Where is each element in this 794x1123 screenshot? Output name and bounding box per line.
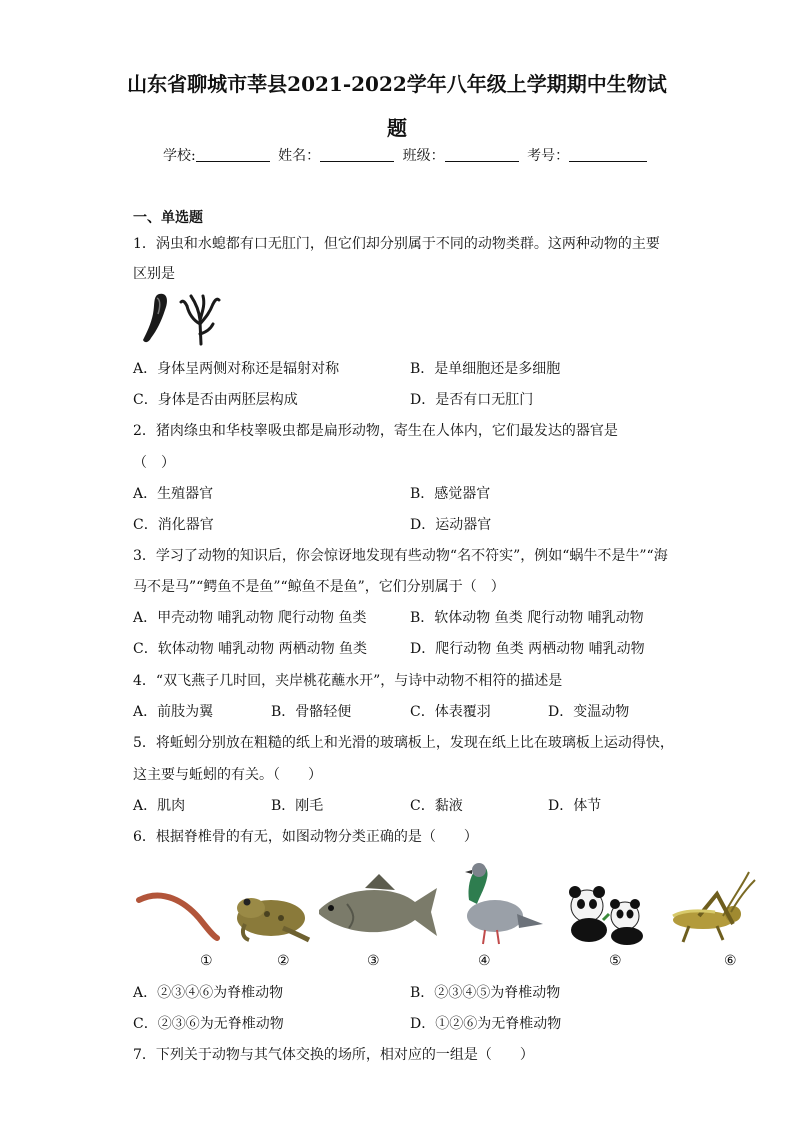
question-5-line-2: 这主要与蚯蚓的有关。（ ） — [133, 767, 322, 783]
question-2-option-b[interactable]: B．感觉器官 — [410, 486, 491, 502]
question-1-option-b[interactable]: B．是单细胞还是多细胞 — [410, 361, 561, 377]
page-title: 山东省聊城市莘县2021-2022学年八年级上学期期中生物试 — [127, 72, 667, 96]
question-3-option-a[interactable]: A．甲壳动物 哺乳动物 爬行动物 鱼类 — [133, 610, 367, 626]
question-2-line-2: （ ） — [133, 455, 175, 471]
question-4-option-c[interactable]: C．体表覆羽 — [410, 704, 491, 720]
animal-caption-6: ⑥ — [724, 953, 737, 969]
question-4-line-1: 4．“双飞燕子几时回，夹岸桃花蘸水开”，与诗中动物不相符的描述是 — [133, 673, 563, 689]
animals-figure — [133, 858, 758, 952]
exam-no-field[interactable] — [569, 147, 647, 162]
student-info-fields — [163, 145, 651, 165]
question-6-option-d[interactable]: D．①②⑥为无脊椎动物 — [410, 1016, 562, 1032]
question-5-option-d[interactable]: D．体节 — [548, 798, 602, 814]
question-5-line-1: 5．将蚯蚓分别放在粗糙的纸上和光滑的玻璃板上，发现在纸上比在玻璃板上运动得快， — [133, 735, 674, 751]
class-field[interactable] — [445, 147, 519, 162]
hydra-illustration — [181, 296, 219, 344]
section-title: 一、单选题 — [133, 210, 203, 226]
question-3-line-2: 马不是马”“鳄鱼不是鱼”“鲸鱼不是鱼”，它们分别属于（ ） — [133, 579, 505, 595]
question-1-line-1: 1．涡虫和水螅都有口无肛门，但它们却分别属于不同的动物类群。这两种动物的主要 — [133, 236, 660, 252]
question-2-line-1: 2．猪肉绦虫和华枝睾吸虫都是扁形动物，寄生在人体内，它们最发达的器官是 — [133, 423, 618, 439]
question-6-line-1: 6．根据脊椎骨的有无，如图动物分类正确的是（ ） — [133, 829, 478, 845]
animal-caption-2: ② — [277, 953, 290, 969]
question-6-option-c[interactable]: C．②③⑥为无脊椎动物 — [133, 1016, 284, 1032]
question-3-option-d[interactable]: D．爬行动物 鱼类 两栖动物 哺乳动物 — [410, 641, 645, 657]
question-3-option-c[interactable]: C．软体动物 哺乳动物 两栖动物 鱼类 — [133, 641, 368, 657]
name-field[interactable] — [320, 147, 394, 162]
animal-caption-5: ⑤ — [609, 953, 622, 969]
earthworm-illustration — [139, 895, 217, 938]
question-4-option-b[interactable]: B．骨骼轻便 — [271, 704, 352, 720]
question-2-option-a[interactable]: A．生殖器官 — [133, 486, 214, 502]
frog-illustration — [237, 898, 309, 940]
question-1-option-c[interactable]: C．身体是否由两胚层构成 — [133, 392, 298, 408]
question-6-option-b[interactable]: B．②③④⑤为脊椎动物 — [410, 985, 561, 1001]
pigeon-illustration — [465, 863, 543, 944]
question-1-option-d[interactable]: D．是否有口无肛门 — [410, 392, 534, 408]
question-2-option-d[interactable]: D．运动器官 — [410, 517, 492, 533]
planarian-illustration — [143, 294, 167, 342]
animal-caption-1: ① — [200, 953, 213, 969]
pandas-illustration — [569, 886, 643, 945]
question-3-line-1: 3．学习了动物的知识后，你会惊讶地发现有些动物“名不符实”，例如“蜗牛不是牛”“海 — [133, 548, 668, 564]
class-label: 班级： — [402, 148, 445, 164]
school-label: 学校: — [163, 148, 196, 164]
question-5-option-a[interactable]: A．肌肉 — [133, 798, 186, 814]
school-field[interactable] — [196, 147, 270, 162]
question-6-option-a[interactable]: A．②③④⑥为脊椎动物 — [133, 985, 284, 1001]
question-4-option-a[interactable]: A．前肢为翼 — [133, 704, 214, 720]
animal-caption-3: ③ — [367, 953, 380, 969]
question-2-option-c[interactable]: C．消化器官 — [133, 517, 214, 533]
page-title-continued: 题 — [387, 116, 407, 140]
question-1-option-a[interactable]: A．身体呈两侧对称还是辐射对称 — [133, 361, 340, 377]
planarian-hydra-figure — [133, 290, 223, 348]
question-7-line-1: 7．下列关于动物与其气体交换的场所，相对应的一组是（ ） — [133, 1047, 534, 1063]
name-label: 姓名： — [278, 148, 321, 164]
question-1-line-2: 区别是 — [133, 266, 175, 282]
question-3-option-b[interactable]: B．软体动物 鱼类 爬行动物 哺乳动物 — [410, 610, 644, 626]
grasshopper-illustration — [673, 872, 755, 942]
question-5-option-c[interactable]: C．黏液 — [410, 798, 463, 814]
exam-no-label: 考号： — [527, 148, 570, 164]
animal-caption-4: ④ — [478, 953, 491, 969]
question-5-option-b[interactable]: B．刚毛 — [271, 798, 324, 814]
fish-illustration — [319, 874, 437, 936]
question-4-option-d[interactable]: D．变温动物 — [548, 704, 630, 720]
